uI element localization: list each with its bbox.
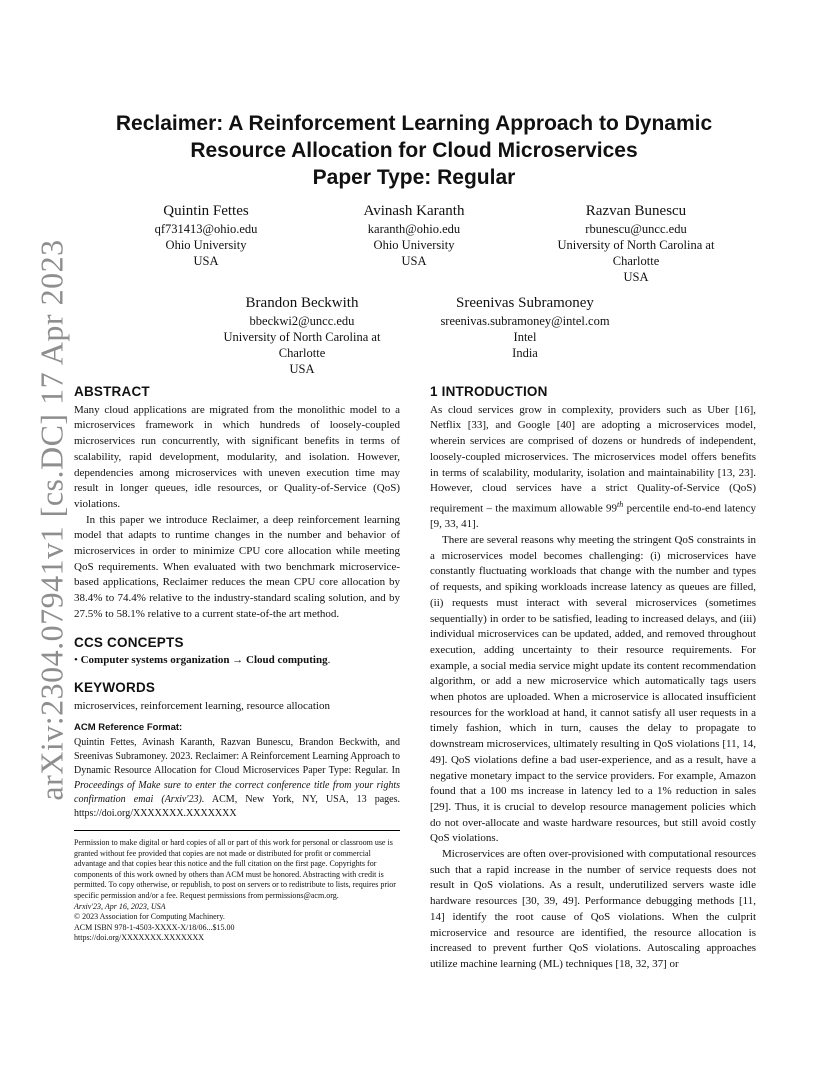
title-line-1: Reclaimer: A Reinforcement Learning Approach to Dynamic	[115, 112, 713, 135]
paper-title	[70, 110, 758, 191]
author-country: USA	[193, 254, 219, 268]
author-affiliation: Ohio University	[165, 238, 247, 252]
left-column	[74, 384, 400, 821]
acm-reference-text	[74, 736, 400, 821]
author-block-beckwith	[188, 294, 416, 377]
author-block-karanth	[316, 202, 512, 269]
intro-paragraph-1	[430, 403, 756, 533]
abstract-paragraph-1: Many cloud applications are migrated from the monolithic model to a microservices framework in which hundreds of loosely-coupled microservices run concurrently, with significant benefits in terms of scalability, rapid development, modularity, and isolation. However, dependencies among microservices with uneven execution time may result in longer queues, idle resources, or Quality-of-Service (QoS) violations.	[74, 403, 400, 510]
arxiv-stamp: arXiv:2304.07941v1 [cs.DC] 17 Apr 2023	[33, 239, 70, 801]
permissions-text: Permission to make digital or hard copies of all or part of this work for personal or classroom use is granted without fee provided that copies are not made or distributed for profit or commercial advantage and that copies bear this notice and the full citation on the first page. Copyrights for components of this work owned by others than ACM must be honored. Abstracting with credit is permitted. To copy otherwise, or republish, to post on servers or to redistribute to lists, requires prior specific permission and/or a fee. Request permissions from permissions@acm.org.	[74, 838, 396, 900]
author-name: Razvan Bunescu	[585, 203, 687, 219]
acm-reference-proceedings: Proceedings of Make sure to enter the correct conference title from your rights confirmation emai (Arxiv'23).	[74, 779, 400, 805]
ccs-concepts	[74, 653, 400, 669]
doi-line: https://doi.org/XXXXXXX.XXXXXXX	[74, 933, 205, 943]
permissions-footnote	[74, 830, 400, 944]
author-block-fettes	[108, 202, 304, 269]
title-line-3: Paper Type: Regular	[312, 166, 516, 189]
author-email: rbunescu@uncc.edu	[585, 222, 687, 236]
intro-p1-text-a: As cloud services grow in complexity, providers such as Uber [16], Netflix [33], and Google [40] are adopting a microservices model, wherein services are comprised of dozens or hundreds of independent, loosely-coupled microservices. The microservices model offers benefits in terms of scalability, modularity, isolation and maintainability [13, 23]. However, cloud services have a strict Quality-of-Service (QoS) requirement – the maximum allowable 99	[430, 403, 756, 515]
right-column	[430, 384, 756, 973]
author-name: Brandon Beckwith	[245, 295, 359, 311]
acm-reference-part-b: ACM, New York, NY, USA, 13 pages. https://doi.org/XXXXXXX.XXXXXXX	[74, 793, 400, 820]
author-affiliation: University of North Carolina at	[557, 238, 715, 252]
author-country: USA	[401, 254, 427, 268]
author-name: Quintin Fettes	[163, 203, 249, 219]
author-country: India	[512, 346, 538, 360]
author-affiliation-cont: Charlotte	[612, 254, 660, 268]
intro-p1-superscript: th	[617, 499, 624, 509]
author-block-subramoney	[418, 294, 632, 361]
author-name: Avinash Karanth	[363, 203, 465, 219]
intro-paragraph-2: There are several reasons why meeting the stringent QoS constraints in a microservices model becomes challenging: (i) microservices have constantly fluctuating workloads that change with the number and types of requests, and spiking workloads increase latency as queues are filled, (ii) requests must interact with several microservices (sometimes sequentially) in order to be satisfied, leading to increased delays, and (iii) individual microservices can be updated, added, and removed throughout execution, adding uncertainty to their resource requirements. For example, a social media service might update its content recommendation algorithm, or add a new microservice which automatically tags users when photos are uploaded. When a microservice is allocated insufficient resources for the workload at hand, it cannot satisfy all user requests in a timely fashion, which in turn, causes the delay to propagate to downstream microservices, ultimately resulting in QoS violations [11, 14, 49]. QoS violations define a bad user-experience, and as a result, have a negative monetary impact to the service providers. For example, Amazon found that a 100 ms increase in latency led to a 1% reduction in sales [29]. Thus, it is crucial to develop resource management policies which do not over-allocate and waste hardware resources, but still avoid costly QoS violations.	[430, 533, 756, 845]
abstract-heading: ABSTRACT	[74, 384, 150, 399]
keywords-text: microservices, reinforcement learning, resource allocation	[74, 699, 330, 712]
ccs-period: .	[327, 654, 331, 667]
author-country: USA	[289, 362, 315, 376]
acm-reference-part-a: Quintin Fettes, Avinash Karanth, Razvan Bunescu, Brandon Beckwith, and Sreenivas Subramoney. 2023. Reclaimer: A Reinforcement Learning Approach to Dynamic Resource Allocation for Cloud Microservices Paper Type: Regular. In	[74, 737, 400, 777]
keywords-heading: KEYWORDS	[74, 679, 156, 695]
author-email: bbeckwi2@uncc.edu	[249, 314, 355, 328]
author-email: sreenivas.subramoney@intel.com	[440, 314, 610, 328]
ccs-bullet: •	[74, 654, 78, 667]
author-name: Sreenivas Subramoney	[456, 295, 594, 311]
author-affiliation: Intel	[513, 330, 537, 344]
isbn-line: ACM ISBN 978-1-4503-XXXX-X/18/06...$15.00	[74, 922, 235, 932]
author-affiliation: University of North Carolina at	[223, 330, 381, 344]
intro-paragraph-3: Microservices are often over-provisioned with computational resources such that a rapid increase in the number of service requests does not result in QoS violations. As a result, underutilized servers waste idle hardware resources [30, 39, 49]. Performance debugging methods [11, 14] identify the root cause of QoS violations. When the culprit microservice and resource are identified, the resource allocation is increased to prevent further QoS violations. Autoscaling approaches utilize machine learning (ML) techniques [18, 32, 37] or	[430, 848, 756, 970]
author-affiliation-cont: Charlotte	[278, 346, 326, 360]
title-line-2: Resource Allocation for Cloud Microservices	[190, 139, 638, 162]
ccs-concept-text: Computer systems organization → Cloud computing	[80, 654, 328, 667]
intro-p1-text-b: percentile end-to-end latency [9, 33, 41].	[430, 502, 756, 531]
acm-reference-heading: ACM Reference Format:	[74, 722, 183, 734]
abstract-paragraph-2: In this paper we introduce Reclaimer, a deep reinforcement learning model that adapts to runtime changes in the number and behavior of microservices in order to minimize CPU core allocation while meeting QoS requirements. When evaluated with two benchmark microservice-based applications, Reclaimer reduces the mean CPU core allocation by 38.4% to 74.4% relative to the industry-standard scaling solution, and by 27.5% to 58.1% relative to a current state-of-the art method.	[74, 513, 400, 620]
author-email: qf731413@ohio.edu	[154, 222, 258, 236]
copyright-line: © 2023 Association for Computing Machinery.	[74, 912, 225, 922]
venue-line: Arxiv'23, Apr 16, 2023, USA	[74, 901, 166, 911]
introduction-heading: 1 INTRODUCTION	[430, 384, 548, 399]
author-affiliation: Ohio University	[373, 238, 455, 252]
author-block-bunescu	[522, 202, 750, 285]
author-email: karanth@ohio.edu	[367, 222, 461, 236]
author-country: USA	[623, 270, 649, 284]
ccs-heading: CCS CONCEPTS	[74, 634, 184, 650]
